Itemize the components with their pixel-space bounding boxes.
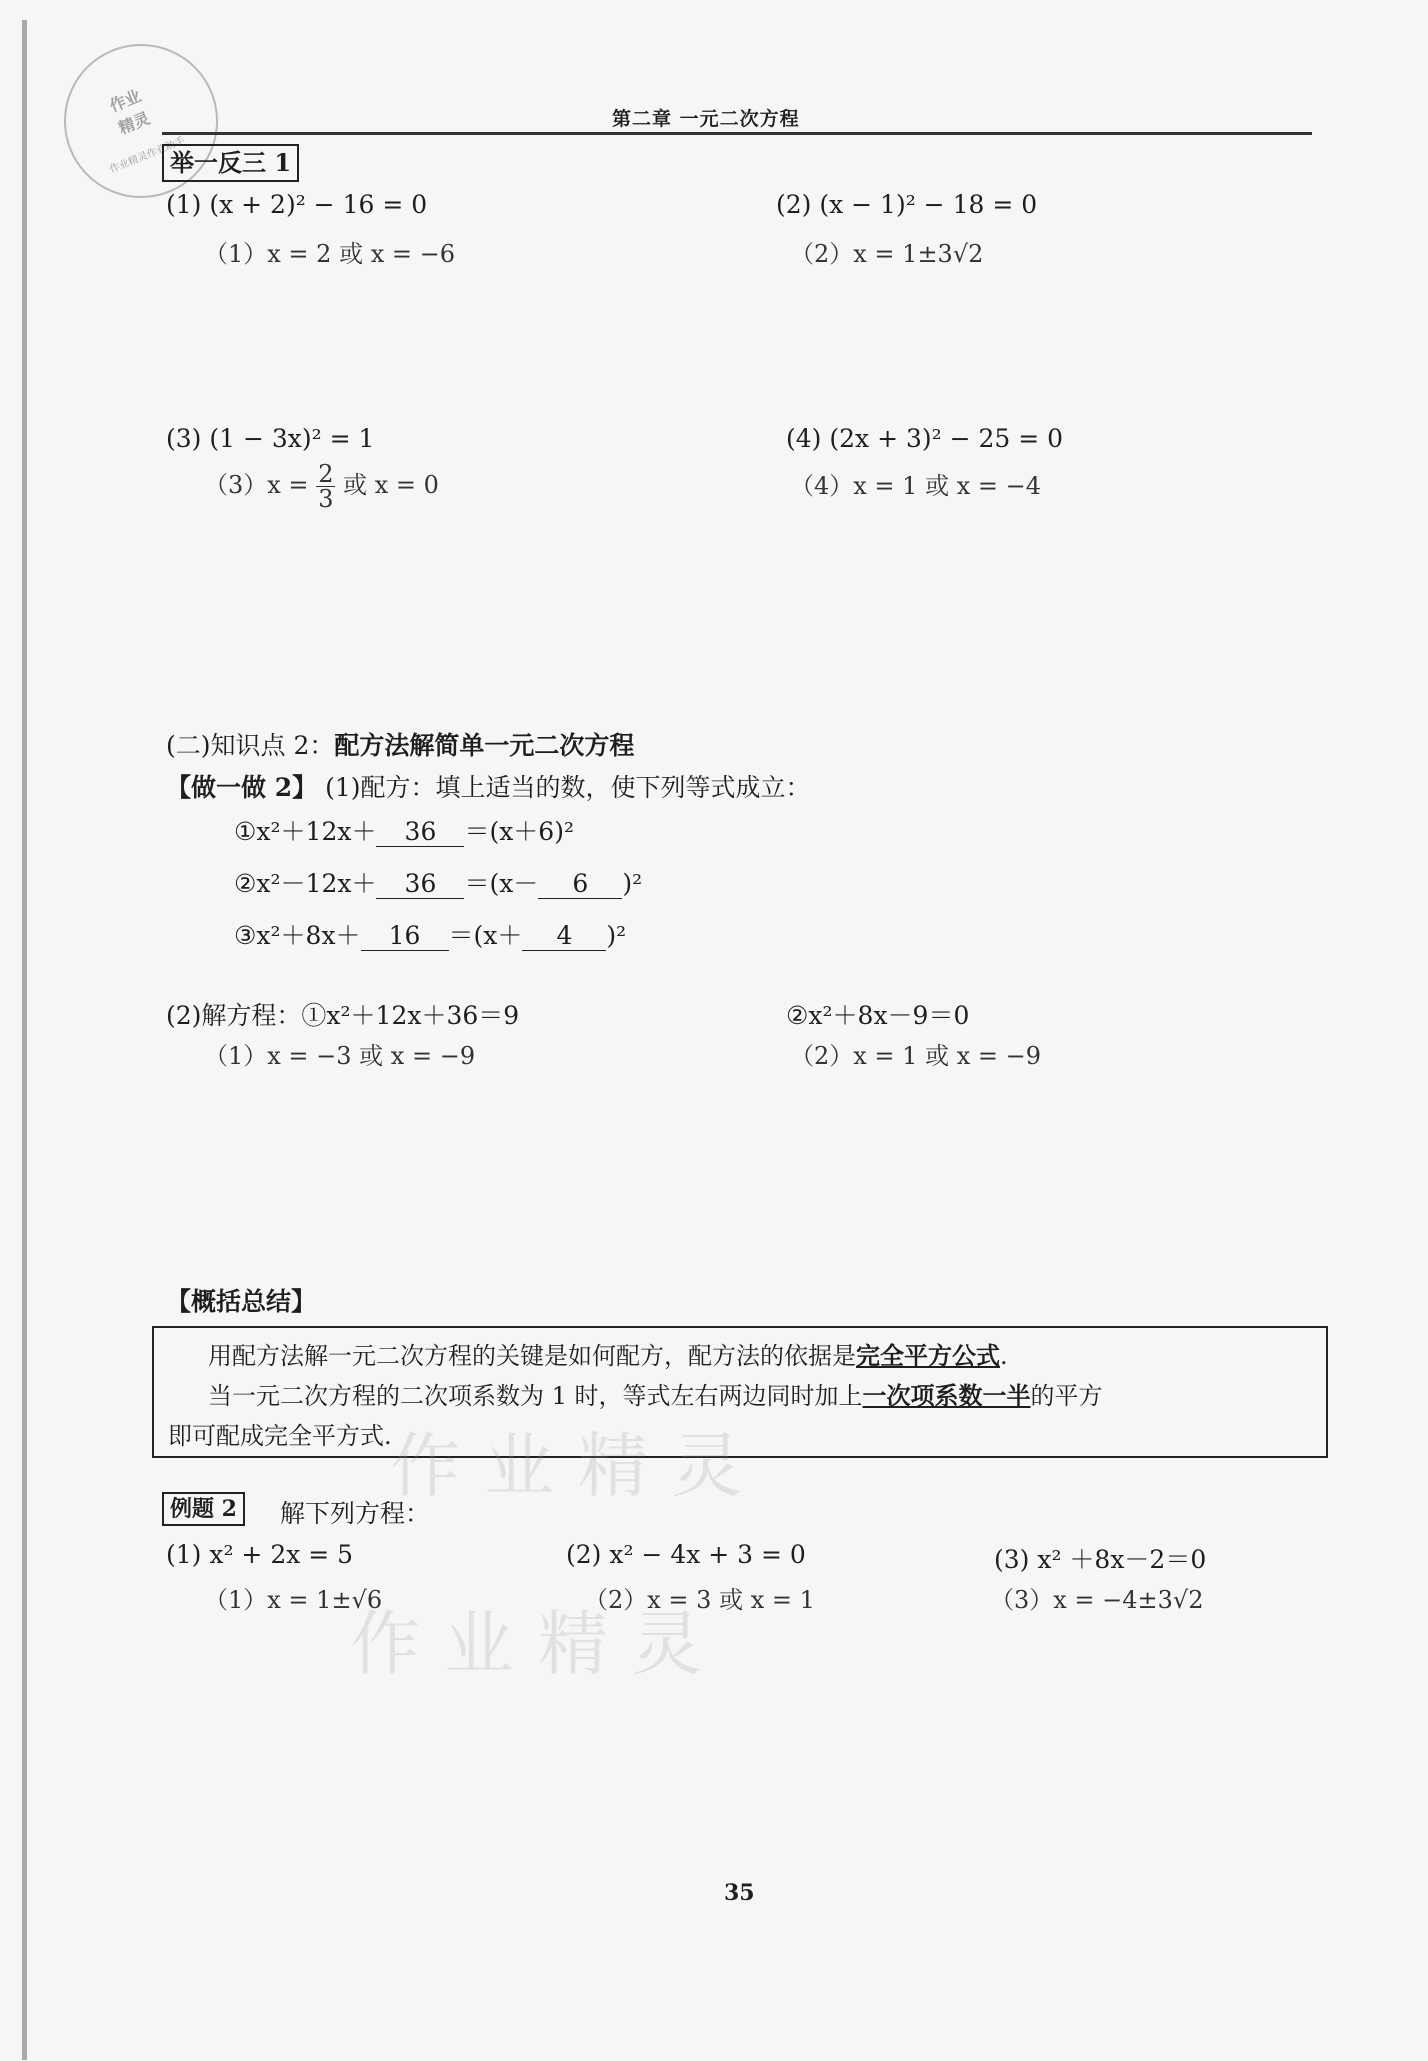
summary-line-1-text: 用配方法解一元二次方程的关键是如何配方，配方法的依据是: [208, 1342, 856, 1370]
example-label: 例题 2: [162, 1492, 245, 1526]
stamp-line-2: 精灵: [115, 108, 153, 138]
knowledge-point-heading: [166, 726, 634, 762]
summary-line-2-text: 当一元二次方程的二次项系数为 1 时，等式左右两边同时加上: [208, 1382, 863, 1410]
problem-3-question: (3) (1 − 3x)² = 1: [166, 424, 375, 453]
fill-2-left: ②x²－12x＋: [234, 869, 377, 898]
fill-2-right: )²: [622, 869, 643, 898]
fraction-numerator: 2: [318, 460, 334, 488]
problem-3-answer-prefix: （3）x =: [204, 471, 309, 499]
problem-1-question: (1) (x + 2)² − 16 = 0: [166, 190, 428, 219]
fill-3-left: ③x²＋8x＋: [234, 921, 361, 950]
fill-3-blank: 16: [361, 921, 449, 951]
fill-3-mid: ＝(x＋: [448, 921, 523, 950]
fill-2-blank: 36: [376, 869, 464, 899]
fill-1-blank: 36: [376, 817, 464, 847]
activity-label: 【做一做 2】: [166, 773, 318, 802]
page-binding-edge: [22, 20, 27, 2060]
problem-2-answer: （2）x = 1±3√2: [790, 240, 984, 268]
section-label-practice: 举一反三 1: [162, 144, 299, 182]
fill-item-1: [234, 812, 574, 848]
activity-line: [166, 768, 810, 804]
example-1-question: (1) x² + 2x = 5: [166, 1540, 354, 1569]
fill-3-blank-2: 4: [522, 921, 606, 951]
problem-4-answer: （4）x = 1 或 x = −4: [790, 472, 1041, 500]
problem-1-answer: （1）x = 2 或 x = −6: [204, 240, 455, 268]
fill-2-blank-2: 6: [538, 869, 622, 899]
fill-1-right: ＝(x＋6)²: [464, 817, 574, 846]
summary-line-2: [208, 1376, 1103, 1411]
summary-line-1-end: .: [1000, 1342, 1008, 1370]
summary-key-term-1: 完全平方公式: [856, 1341, 1000, 1370]
summary-line-2-end: 的平方: [1030, 1382, 1103, 1410]
page-number: 35: [724, 1880, 755, 1906]
fill-2-mid: ＝(x－: [464, 869, 539, 898]
solve-1-question: ①x²＋12x＋36＝9: [301, 1001, 520, 1030]
solve-2-answer: （2）x = 1 或 x = −9: [790, 1042, 1041, 1070]
knowledge-point-title: 配方法解简单一元二次方程: [334, 731, 635, 760]
example-3-question: (3) x² ＋8x－2＝0: [994, 1545, 1207, 1574]
chapter-title: 第二章 一元二次方程: [612, 108, 800, 130]
solve-2-question: ②x²＋8x－9＝0: [786, 1001, 970, 1030]
watermark-text-2: 作业精灵: [350, 1603, 726, 1685]
activity-text: (1)配方：填上适当的数，使下列等式成立：: [325, 773, 811, 802]
example-1-answer: （1）x = 1±√6: [204, 1586, 383, 1614]
problem-4-question: (4) (2x + 3)² − 25 = 0: [786, 424, 1064, 453]
solve-1-answer: （1）x = −3 或 x = −9: [204, 1042, 476, 1070]
fill-item-2: [234, 864, 642, 900]
summary-line-1: [208, 1336, 1008, 1371]
example-instruction: 解下列方程：: [280, 1499, 431, 1528]
problem-3-answer: [204, 462, 439, 511]
summary-key-term-2: 一次项系数一半: [862, 1381, 1031, 1410]
example-2-answer: （2）x = 3 或 x = 1: [584, 1586, 815, 1614]
summary-label: 【概括总结】: [166, 1287, 317, 1316]
solve-line-1: [166, 996, 519, 1032]
stamp-line-3: 作业精灵作业助手: [108, 135, 187, 176]
solve-label: (2)解方程：: [166, 1001, 302, 1030]
fraction-two-thirds: [316, 462, 335, 511]
fill-1-left: ①x²＋12x＋: [234, 817, 377, 846]
problem-2-question: (2) (x − 1)² − 18 = 0: [776, 190, 1038, 219]
fill-3-right: )²: [606, 921, 627, 950]
stamp-line-1: 作业: [106, 86, 144, 116]
example-2-question: (2) x² − 4x + 3 = 0: [566, 1540, 806, 1569]
knowledge-point-prefix: (二)知识点 2：: [166, 731, 335, 760]
example-3-answer: （3）x = −4±3√2: [990, 1586, 1204, 1614]
summary-line-3: 即可配成完全平方式.: [168, 1422, 392, 1450]
fraction-denominator: 3: [318, 485, 334, 513]
problem-3-answer-suffix: 或 x = 0: [343, 471, 439, 499]
watermark-text-1: 作业精灵: [390, 1425, 766, 1507]
fill-item-3: [234, 916, 626, 952]
header-rule: [162, 132, 1312, 135]
